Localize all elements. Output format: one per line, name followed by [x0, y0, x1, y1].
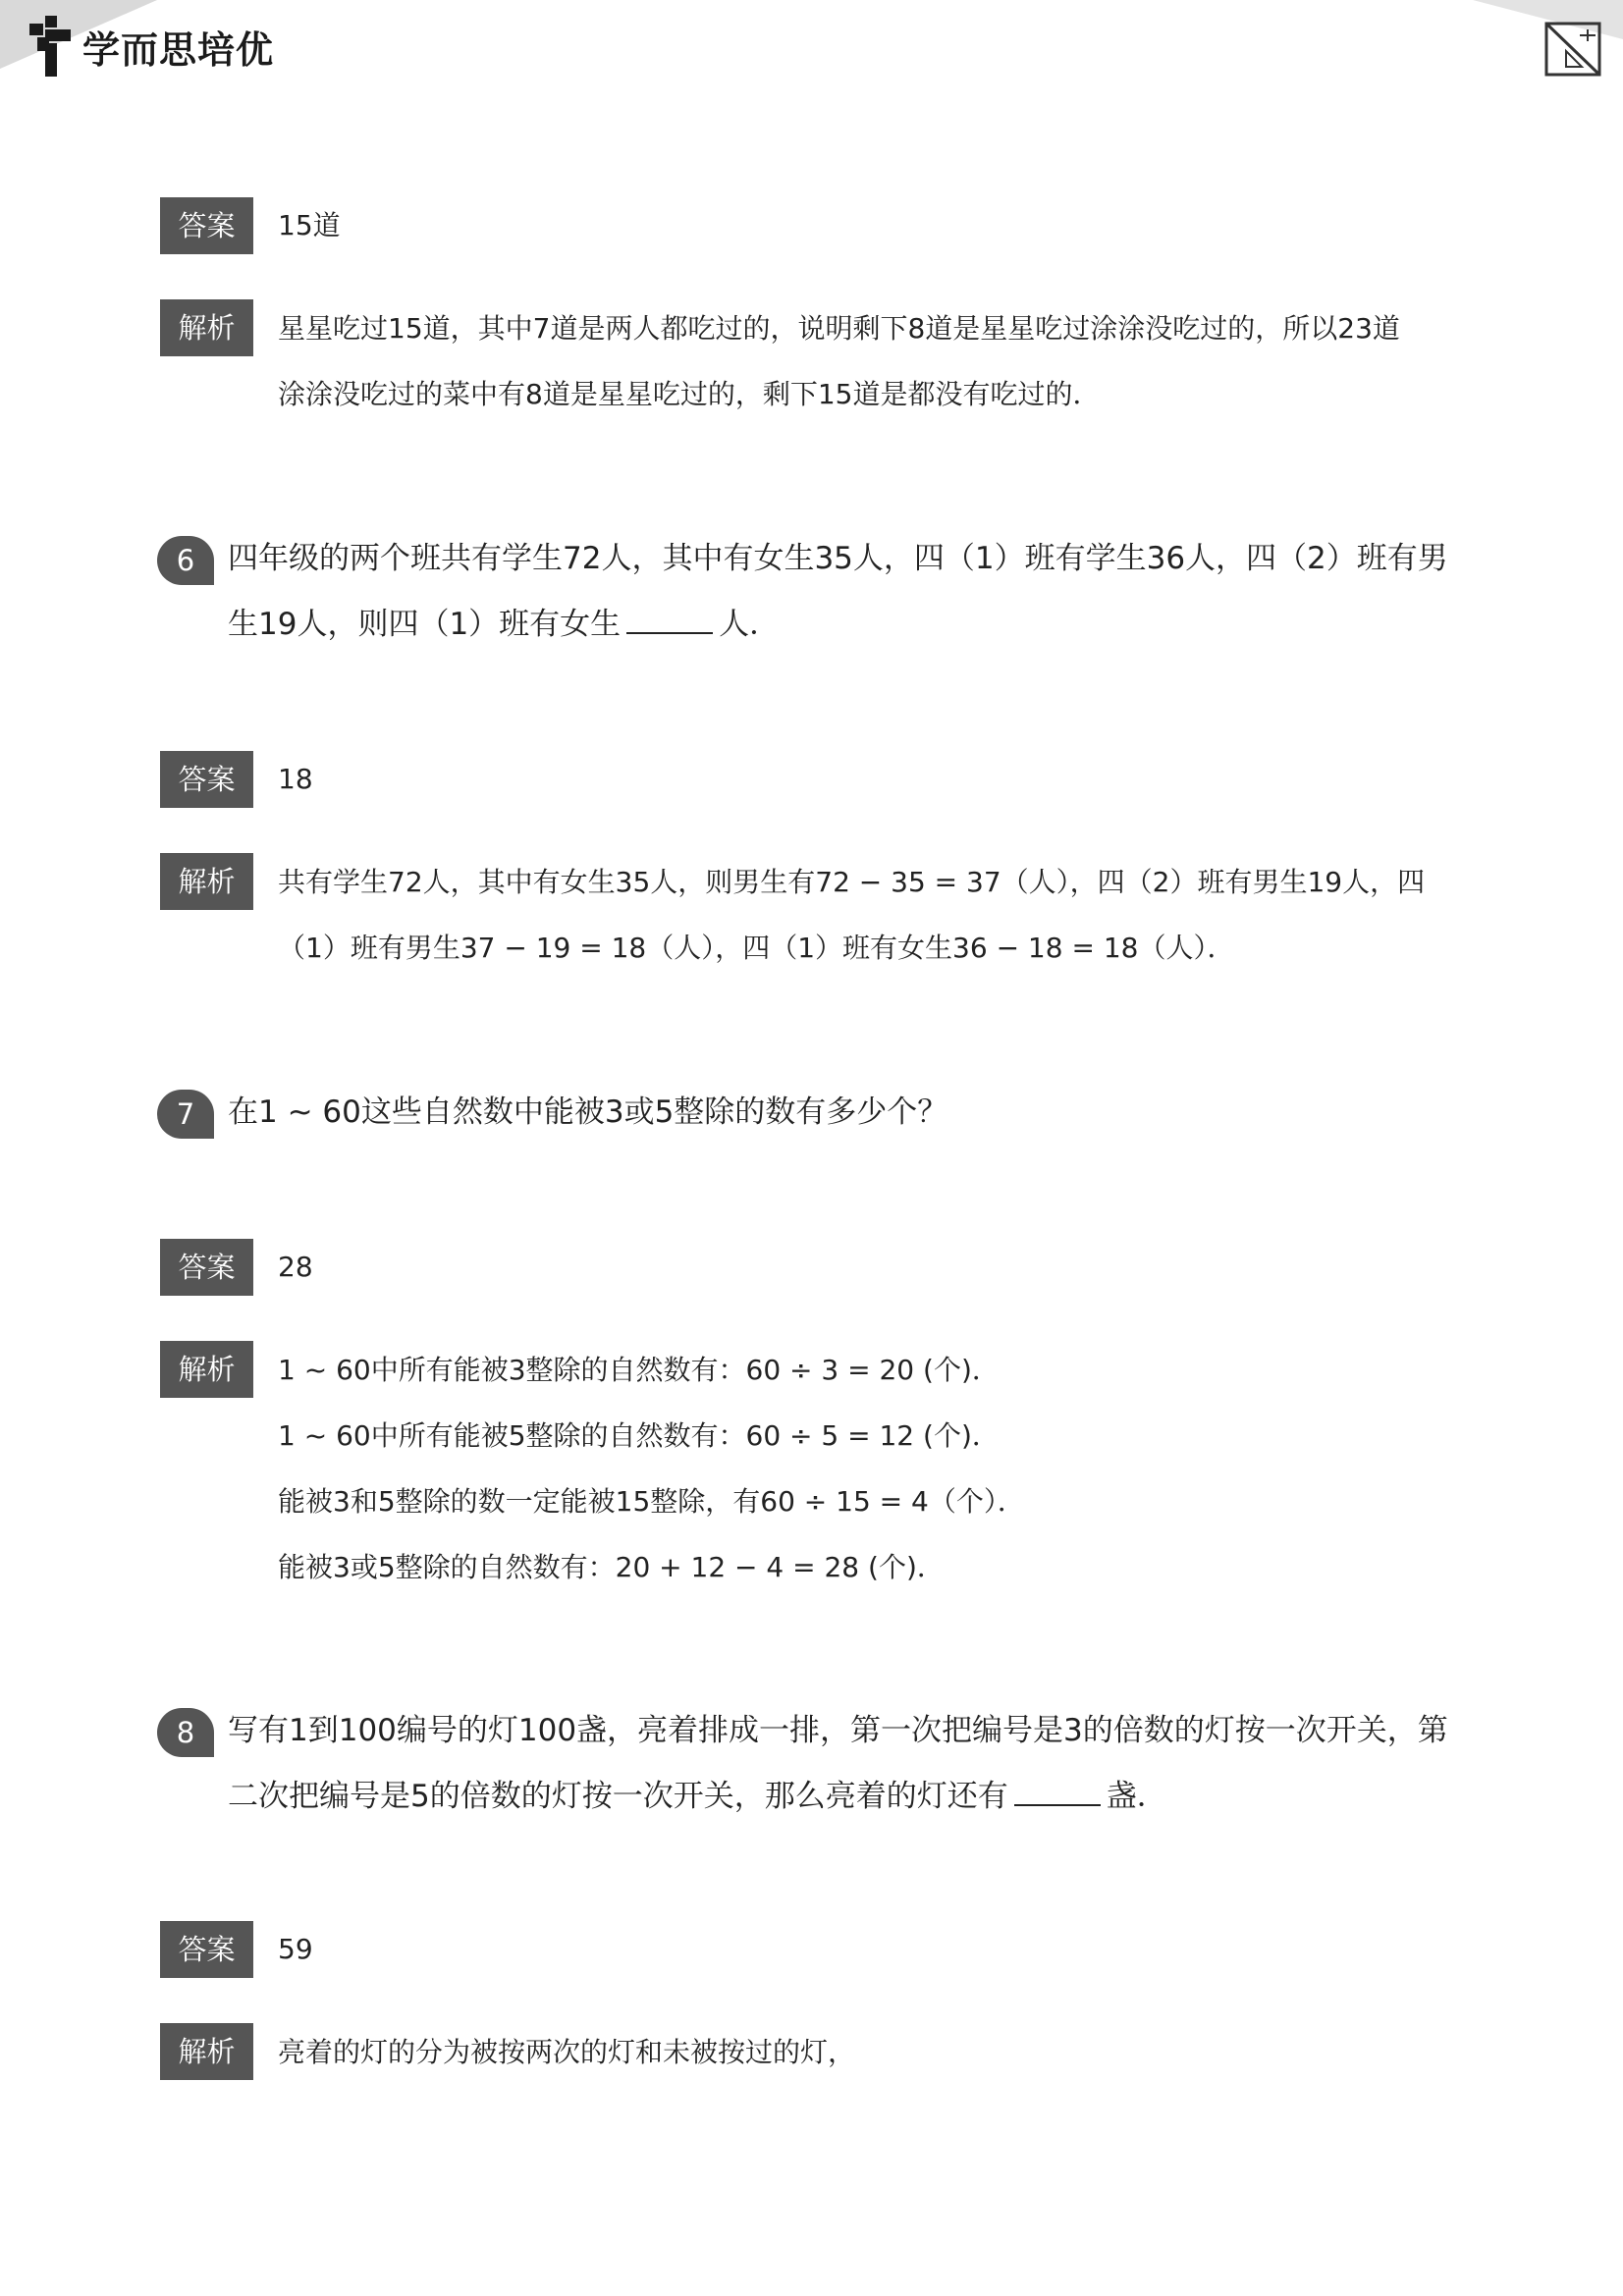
- question-line: 在1 ~ 60这些自然数中能被3或5整除的数有多少个？: [228, 1095, 948, 1130]
- answer-block: [160, 1239, 1436, 1296]
- analysis-tag: 解析: [160, 2023, 253, 2080]
- analysis-block: [160, 1341, 1436, 1600]
- answer-text: 18: [278, 763, 313, 795]
- answer-tag: 答案: [160, 751, 253, 808]
- analysis-line: 1 ~ 60中所有能被3整除的自然数有：60 ÷ 3 = 20 (个)．: [278, 1354, 1000, 1386]
- question-line: 写有1到100编号的灯100盏，亮着排成一排，第一次把编号是3的倍数的灯按一次开关，第: [228, 1713, 1448, 1748]
- analysis-line: 星星吃过15道，其中7道是两人都吃过的，说明剩下8道是星星吃过涂涂没吃过的，所以23道: [278, 312, 1400, 345]
- question-text: 二次把编号是5的倍数的灯按一次开关，那么亮着的灯还有: [228, 1779, 1008, 1814]
- question-line: [228, 592, 1453, 658]
- answer-block: [160, 751, 1436, 808]
- answer-block: [160, 197, 1436, 254]
- answer-text: 59: [278, 1933, 313, 1965]
- logo: [29, 14, 274, 79]
- answer-blank[interactable]: [626, 607, 713, 634]
- analysis-tag: 解析: [160, 299, 253, 356]
- analysis-line: 能被3和5整除的数一定能被15整除，有60 ÷ 15 = 4（个）．: [278, 1485, 1025, 1518]
- answer-blank[interactable]: [1014, 1779, 1101, 1806]
- question-line: [228, 1764, 1453, 1830]
- analysis-line: 涂涂没吃过的菜中有8道是星星吃过的，剩下15道是都没有吃过的．: [278, 378, 1101, 410]
- logo-icon: [29, 16, 73, 77]
- analysis-line: 能被3或5整除的自然数有：20 + 12 − 4 = 28 (个)．: [278, 1551, 945, 1583]
- answer-tag: 答案: [160, 1921, 253, 1978]
- answer-tag: 答案: [160, 197, 253, 254]
- ruler-triangle-icon: [1544, 22, 1601, 77]
- analysis-line: 1 ~ 60中所有能被5整除的自然数有：60 ÷ 5 = 12 (个)．: [278, 1419, 1000, 1452]
- answer-text: 15道: [278, 209, 341, 241]
- analysis-tag: 解析: [160, 853, 253, 910]
- analysis-block: [160, 299, 1436, 427]
- question-text: 生19人，则四（1）班有女生: [228, 607, 622, 642]
- question-number: 6: [157, 536, 214, 585]
- answer-tag: 答案: [160, 1239, 253, 1296]
- question-7: [157, 1090, 1453, 1146]
- analysis-block: [160, 2023, 1436, 2085]
- question-number: 7: [157, 1090, 214, 1139]
- question-text: 人．: [719, 607, 781, 642]
- question-8: [157, 1708, 1453, 1830]
- analysis-line: 亮着的灯的分为被按两次的灯和未被按过的灯，: [278, 2036, 856, 2068]
- question-6: [157, 536, 1453, 658]
- answer-block: [160, 1921, 1436, 1978]
- question-text: 盏．: [1106, 1779, 1167, 1814]
- question-number: 8: [157, 1708, 214, 1757]
- logo-text: 学而思培优: [82, 27, 275, 72]
- question-line: 四年级的两个班共有学生72人，其中有女生35人，四（1）班有学生36人，四（2）班有男: [228, 541, 1448, 576]
- analysis-tag: 解析: [160, 1341, 253, 1398]
- analysis-block: [160, 853, 1436, 981]
- answer-text: 28: [278, 1251, 313, 1283]
- analysis-line: 共有学生72人，其中有女生35人，则男生有72 − 35 = 37（人），四（2）班有男生19人，四: [278, 866, 1426, 898]
- analysis-line: （1）班有男生37 − 19 = 18（人），四（1）班有女生36 − 18 = 18（人）．: [278, 932, 1235, 964]
